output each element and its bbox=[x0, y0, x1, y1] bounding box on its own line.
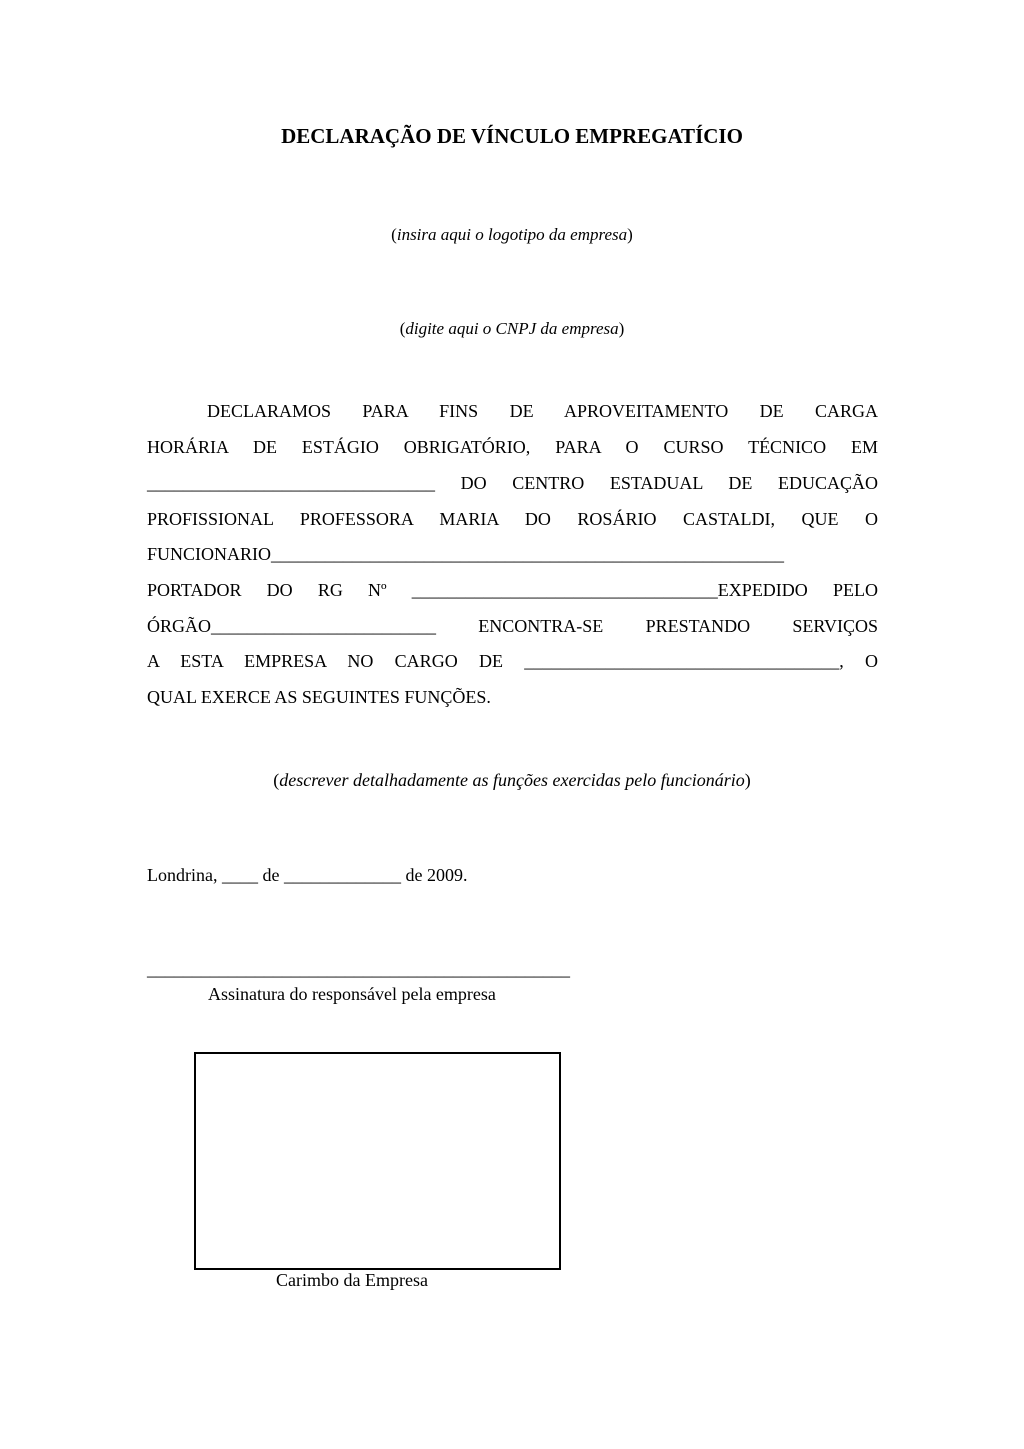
functions-placeholder-text: descrever detalhadamente as funções exercidas pelo funcionário bbox=[279, 770, 745, 790]
cnpj-placeholder-text: digite aqui o CNPJ da empresa bbox=[405, 319, 619, 338]
paragraph-line: ________________________________ DO CENTRO ESTADUAL DE EDUCAÇÃO bbox=[147, 473, 878, 493]
cnpj-placeholder-close: ) bbox=[618, 319, 625, 338]
stamp-label: Carimbo da Empresa bbox=[276, 1270, 428, 1290]
cnpj-placeholder-open: ( bbox=[399, 319, 406, 338]
paragraph-line: ÓRGÃO_________________________ ENCONTRA-SE PRESTANDO SERVIÇOS bbox=[147, 616, 878, 636]
date-line: Londrina, ____ de _____________ de 2009. bbox=[147, 865, 468, 885]
logo-placeholder-open: ( bbox=[391, 225, 397, 244]
paragraph-line: DECLARAMOS PARA FINS DE APROVEITAMENTO DE CARGA bbox=[207, 401, 878, 421]
signature-line: _______________________________________________ bbox=[147, 959, 570, 979]
logo-placeholder-text: insira aqui o logotipo da empresa bbox=[396, 225, 628, 244]
cnpj-placeholder bbox=[0, 317, 1024, 341]
logo-placeholder-close: ) bbox=[627, 225, 633, 244]
company-stamp-box bbox=[194, 1052, 561, 1270]
functions-placeholder-open: ( bbox=[273, 770, 280, 790]
paragraph-line: A ESTA EMPRESA NO CARGO DE ___________________________________, O bbox=[147, 651, 878, 671]
paragraph-line: HORÁRIA DE ESTÁGIO OBRIGATÓRIO, PARA O CURSO TÉCNICO EM bbox=[147, 437, 878, 457]
paragraph-line: PROFISSIONAL PROFESSORA MARIA DO ROSÁRIO CASTALDI, QUE O bbox=[147, 509, 878, 529]
paragraph-line: PORTADOR DO RG Nº __________________________________EXPEDIDO PELO bbox=[147, 580, 878, 600]
functions-placeholder bbox=[0, 768, 1024, 792]
logo-placeholder bbox=[0, 223, 1024, 247]
functions-placeholder-close: ) bbox=[744, 770, 751, 790]
signature-label: Assinatura do responsável pela empresa bbox=[208, 984, 496, 1004]
paragraph-line: FUNCIONARIO_________________________________________________________ bbox=[147, 544, 785, 564]
document-title: DECLARAÇÃO DE VÍNCULO EMPREGATÍCIO bbox=[281, 124, 743, 148]
paragraph-line: QUAL EXERCE AS SEGUINTES FUNÇÕES. bbox=[147, 687, 491, 707]
